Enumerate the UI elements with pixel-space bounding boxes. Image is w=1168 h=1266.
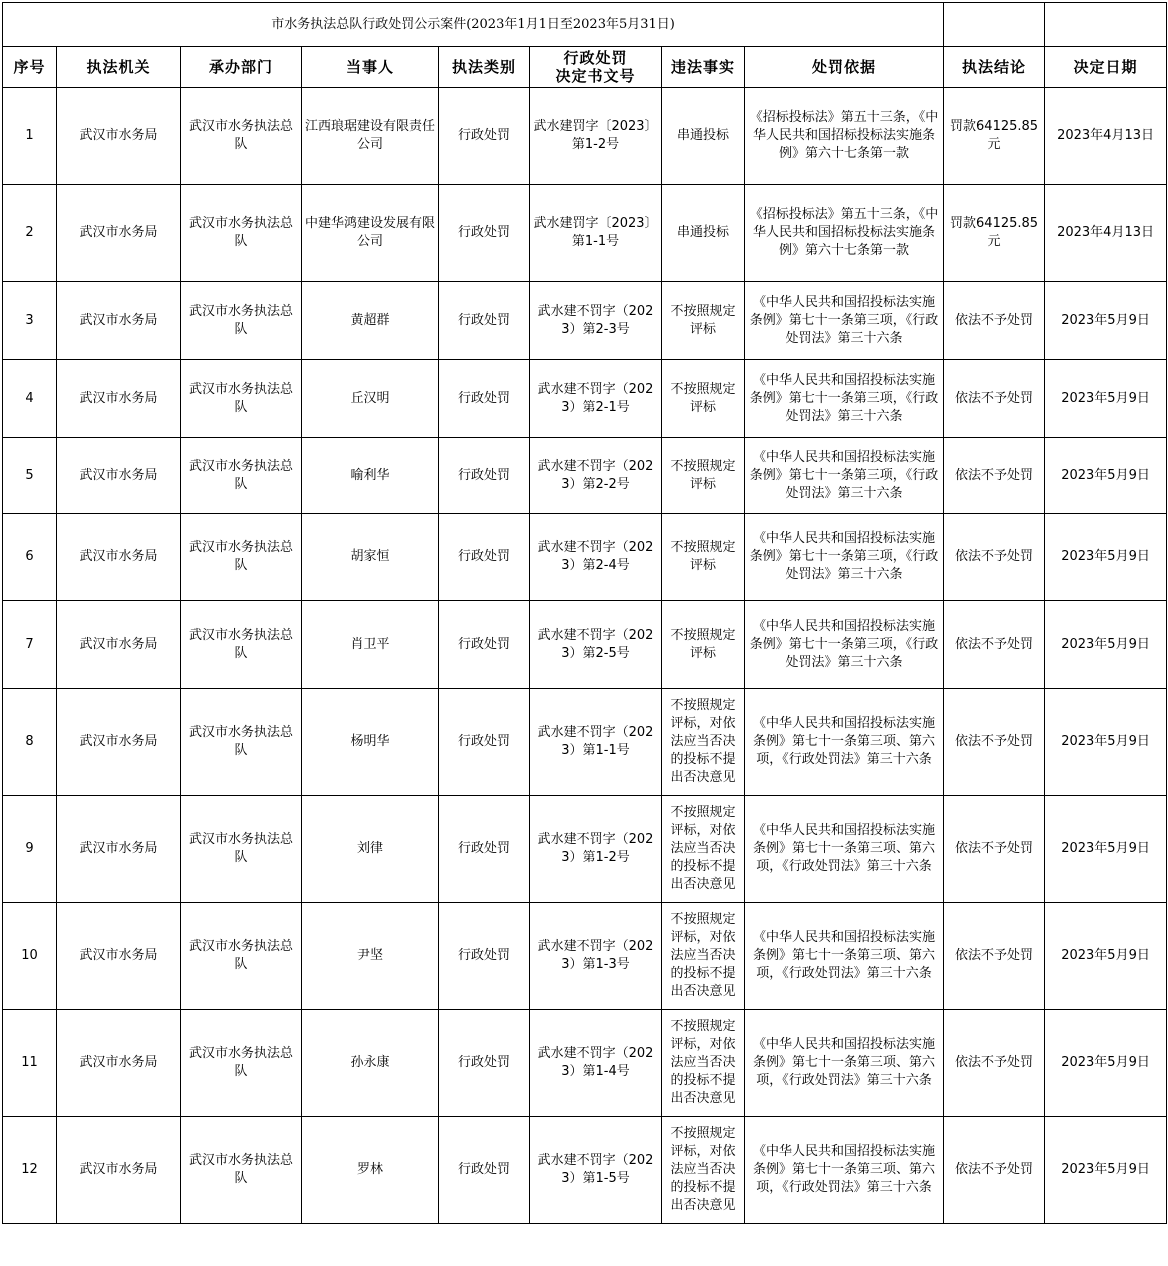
cell-conclusion: 罚款64125.85元 — [944, 185, 1045, 282]
table-row — [3, 1117, 1167, 1224]
header-department: 承办部门 — [181, 47, 302, 88]
cell-conclusion: 依法不予处罚 — [944, 360, 1045, 438]
cell-basis: 《中华人民共和国招投标法实施条例》第七十一条第三项，《行政处罚法》第三十六条 — [745, 514, 944, 601]
cell-doc-no: 武水建不罚字（2023）第1-2号 — [530, 796, 662, 903]
title-blank-cell — [944, 3, 1045, 47]
cell-violation: 不按照规定评标，对依法应当否决的投标不提出否决意见 — [662, 1117, 745, 1224]
header-category: 执法类别 — [439, 47, 530, 88]
table-row — [3, 601, 1167, 689]
cell-category: 行政处罚 — [439, 514, 530, 601]
cell-doc-no: 武水建不罚字（2023）第1-1号 — [530, 689, 662, 796]
table-row — [3, 796, 1167, 903]
cell-basis: 《招标投标法》第五十三条，《中华人民共和国招标投标法实施条例》第六十七条第一款 — [745, 185, 944, 282]
cell-seq: 10 — [3, 903, 57, 1010]
cell-seq: 8 — [3, 689, 57, 796]
cell-basis: 《中华人民共和国招投标法实施条例》第七十一条第三项、第六项，《行政处罚法》第三十六条 — [745, 1010, 944, 1117]
cell-department: 武汉市水务执法总队 — [181, 438, 302, 514]
cell-doc-no: 武水建不罚字（2023）第2-2号 — [530, 438, 662, 514]
cell-conclusion: 依法不予处罚 — [944, 601, 1045, 689]
title-row — [3, 3, 1167, 47]
cell-department: 武汉市水务执法总队 — [181, 601, 302, 689]
cell-seq: 3 — [3, 282, 57, 360]
cell-violation: 不按照规定评标 — [662, 360, 745, 438]
cell-doc-no: 武水建不罚字（2023）第1-4号 — [530, 1010, 662, 1117]
cell-category: 行政处罚 — [439, 601, 530, 689]
table-row — [3, 1010, 1167, 1117]
cell-category: 行政处罚 — [439, 689, 530, 796]
header-agency: 执法机关 — [57, 47, 181, 88]
header-basis: 处罚依据 — [745, 47, 944, 88]
header-seq: 序号 — [3, 47, 57, 88]
cell-agency: 武汉市水务局 — [57, 88, 181, 185]
cell-party: 中建华鸿建设发展有限公司 — [302, 185, 439, 282]
cell-department: 武汉市水务执法总队 — [181, 185, 302, 282]
cell-agency: 武汉市水务局 — [57, 360, 181, 438]
cell-conclusion: 依法不予处罚 — [944, 689, 1045, 796]
cell-doc-no: 武水建不罚字（2023）第1-5号 — [530, 1117, 662, 1224]
cell-basis: 《中华人民共和国招投标法实施条例》第七十一条第三项，《行政处罚法》第三十六条 — [745, 360, 944, 438]
cell-violation: 串通投标 — [662, 88, 745, 185]
cell-party: 杨明华 — [302, 689, 439, 796]
cell-category: 行政处罚 — [439, 1010, 530, 1117]
cell-department: 武汉市水务执法总队 — [181, 689, 302, 796]
cell-seq: 2 — [3, 185, 57, 282]
title-blank-cell — [1045, 3, 1167, 47]
cell-department: 武汉市水务执法总队 — [181, 1117, 302, 1224]
cell-party: 胡家恒 — [302, 514, 439, 601]
cell-seq: 7 — [3, 601, 57, 689]
cell-agency: 武汉市水务局 — [57, 903, 181, 1010]
cell-basis: 《中华人民共和国招投标法实施条例》第七十一条第三项、第六项，《行政处罚法》第三十六条 — [745, 1117, 944, 1224]
cell-party: 罗林 — [302, 1117, 439, 1224]
cell-violation: 不按照规定评标，对依法应当否决的投标不提出否决意见 — [662, 1010, 745, 1117]
cell-basis: 《中华人民共和国招投标法实施条例》第七十一条第三项，《行政处罚法》第三十六条 — [745, 438, 944, 514]
cell-date: 2023年5月9日 — [1045, 360, 1167, 438]
cell-category: 行政处罚 — [439, 360, 530, 438]
cell-department: 武汉市水务执法总队 — [181, 796, 302, 903]
cell-doc-no: 武水建罚字〔2023〕第1-2号 — [530, 88, 662, 185]
cell-violation: 不按照规定评标 — [662, 601, 745, 689]
cell-violation: 不按照规定评标 — [662, 438, 745, 514]
cell-party: 喻利华 — [302, 438, 439, 514]
header-conclusion: 执法结论 — [944, 47, 1045, 88]
cell-date: 2023年5月9日 — [1045, 438, 1167, 514]
table-row — [3, 689, 1167, 796]
cell-seq: 11 — [3, 1010, 57, 1117]
cell-date: 2023年5月9日 — [1045, 282, 1167, 360]
table-row — [3, 88, 1167, 185]
cell-seq: 9 — [3, 796, 57, 903]
cell-doc-no: 武水建不罚字（2023）第2-4号 — [530, 514, 662, 601]
cell-category: 行政处罚 — [439, 796, 530, 903]
cell-party: 江西琅琚建设有限责任公司 — [302, 88, 439, 185]
table-row — [3, 514, 1167, 601]
cell-conclusion: 依法不予处罚 — [944, 1117, 1045, 1224]
cell-conclusion: 依法不予处罚 — [944, 282, 1045, 360]
cell-basis: 《招标投标法》第五十三条，《中华人民共和国招标投标法实施条例》第六十七条第一款 — [745, 88, 944, 185]
cell-category: 行政处罚 — [439, 438, 530, 514]
cell-conclusion: 依法不予处罚 — [944, 1010, 1045, 1117]
header-doc-no: 行政处罚 决定书文号 — [530, 47, 662, 88]
header-date: 决定日期 — [1045, 47, 1167, 88]
cell-party: 尹坚 — [302, 903, 439, 1010]
cell-doc-no: 武水建罚字〔2023〕第1-1号 — [530, 185, 662, 282]
cell-party: 黄超群 — [302, 282, 439, 360]
cell-agency: 武汉市水务局 — [57, 282, 181, 360]
cell-seq: 6 — [3, 514, 57, 601]
page-title: 市水务执法总队行政处罚公示案件(2023年1月1日至2023年5月31日) — [3, 3, 944, 47]
cell-violation: 不按照规定评标，对依法应当否决的投标不提出否决意见 — [662, 689, 745, 796]
table-row — [3, 282, 1167, 360]
cell-agency: 武汉市水务局 — [57, 185, 181, 282]
cell-seq: 12 — [3, 1117, 57, 1224]
header-party: 当事人 — [302, 47, 439, 88]
cell-agency: 武汉市水务局 — [57, 689, 181, 796]
cell-date: 2023年5月9日 — [1045, 796, 1167, 903]
cell-date: 2023年5月9日 — [1045, 601, 1167, 689]
cell-category: 行政处罚 — [439, 282, 530, 360]
cell-date: 2023年5月9日 — [1045, 903, 1167, 1010]
cell-doc-no: 武水建不罚字（2023）第2-1号 — [530, 360, 662, 438]
cell-basis: 《中华人民共和国招投标法实施条例》第七十一条第三项，《行政处罚法》第三十六条 — [745, 282, 944, 360]
cell-category: 行政处罚 — [439, 185, 530, 282]
cell-category: 行政处罚 — [439, 1117, 530, 1224]
cell-date: 2023年5月9日 — [1045, 1117, 1167, 1224]
cell-agency: 武汉市水务局 — [57, 1010, 181, 1117]
cell-conclusion: 依法不予处罚 — [944, 796, 1045, 903]
cell-agency: 武汉市水务局 — [57, 796, 181, 903]
cell-doc-no: 武水建不罚字（2023）第1-3号 — [530, 903, 662, 1010]
cell-doc-no: 武水建不罚字（2023）第2-3号 — [530, 282, 662, 360]
cell-department: 武汉市水务执法总队 — [181, 903, 302, 1010]
cell-conclusion: 依法不予处罚 — [944, 438, 1045, 514]
cell-doc-no: 武水建不罚字（2023）第2-5号 — [530, 601, 662, 689]
penalty-table — [2, 2, 1167, 1224]
cell-party: 刘律 — [302, 796, 439, 903]
cell-department: 武汉市水务执法总队 — [181, 282, 302, 360]
cell-date: 2023年4月13日 — [1045, 88, 1167, 185]
cell-seq: 1 — [3, 88, 57, 185]
cell-violation: 不按照规定评标 — [662, 282, 745, 360]
cell-basis: 《中华人民共和国招投标法实施条例》第七十一条第三项、第六项，《行政处罚法》第三十六条 — [745, 796, 944, 903]
cell-department: 武汉市水务执法总队 — [181, 88, 302, 185]
cell-date: 2023年5月9日 — [1045, 1010, 1167, 1117]
cell-date: 2023年4月13日 — [1045, 185, 1167, 282]
cell-agency: 武汉市水务局 — [57, 438, 181, 514]
cell-basis: 《中华人民共和国招投标法实施条例》第七十一条第三项，《行政处罚法》第三十六条 — [745, 601, 944, 689]
cell-department: 武汉市水务执法总队 — [181, 1010, 302, 1117]
table-row — [3, 360, 1167, 438]
header-violation: 违法事实 — [662, 47, 745, 88]
table-row — [3, 438, 1167, 514]
cell-conclusion: 依法不予处罚 — [944, 903, 1045, 1010]
cell-violation: 不按照规定评标 — [662, 514, 745, 601]
cell-conclusion: 罚款64125.85元 — [944, 88, 1045, 185]
cell-seq: 4 — [3, 360, 57, 438]
cell-party: 丘汉明 — [302, 360, 439, 438]
cell-category: 行政处罚 — [439, 903, 530, 1010]
cell-violation: 串通投标 — [662, 185, 745, 282]
cell-conclusion: 依法不予处罚 — [944, 514, 1045, 601]
cell-agency: 武汉市水务局 — [57, 1117, 181, 1224]
table-row — [3, 903, 1167, 1010]
cell-party: 肖卫平 — [302, 601, 439, 689]
cell-seq: 5 — [3, 438, 57, 514]
cell-party: 孙永康 — [302, 1010, 439, 1117]
cell-basis: 《中华人民共和国招投标法实施条例》第七十一条第三项、第六项，《行政处罚法》第三十六条 — [745, 903, 944, 1010]
cell-date: 2023年5月9日 — [1045, 514, 1167, 601]
table-row — [3, 185, 1167, 282]
cell-basis: 《中华人民共和国招投标法实施条例》第七十一条第三项、第六项，《行政处罚法》第三十六条 — [745, 689, 944, 796]
cell-category: 行政处罚 — [439, 88, 530, 185]
cell-agency: 武汉市水务局 — [57, 514, 181, 601]
cell-department: 武汉市水务执法总队 — [181, 360, 302, 438]
cell-department: 武汉市水务执法总队 — [181, 514, 302, 601]
cell-violation: 不按照规定评标，对依法应当否决的投标不提出否决意见 — [662, 796, 745, 903]
cell-agency: 武汉市水务局 — [57, 601, 181, 689]
cell-date: 2023年5月9日 — [1045, 689, 1167, 796]
cell-violation: 不按照规定评标，对依法应当否决的投标不提出否决意见 — [662, 903, 745, 1010]
header-row — [3, 47, 1167, 88]
